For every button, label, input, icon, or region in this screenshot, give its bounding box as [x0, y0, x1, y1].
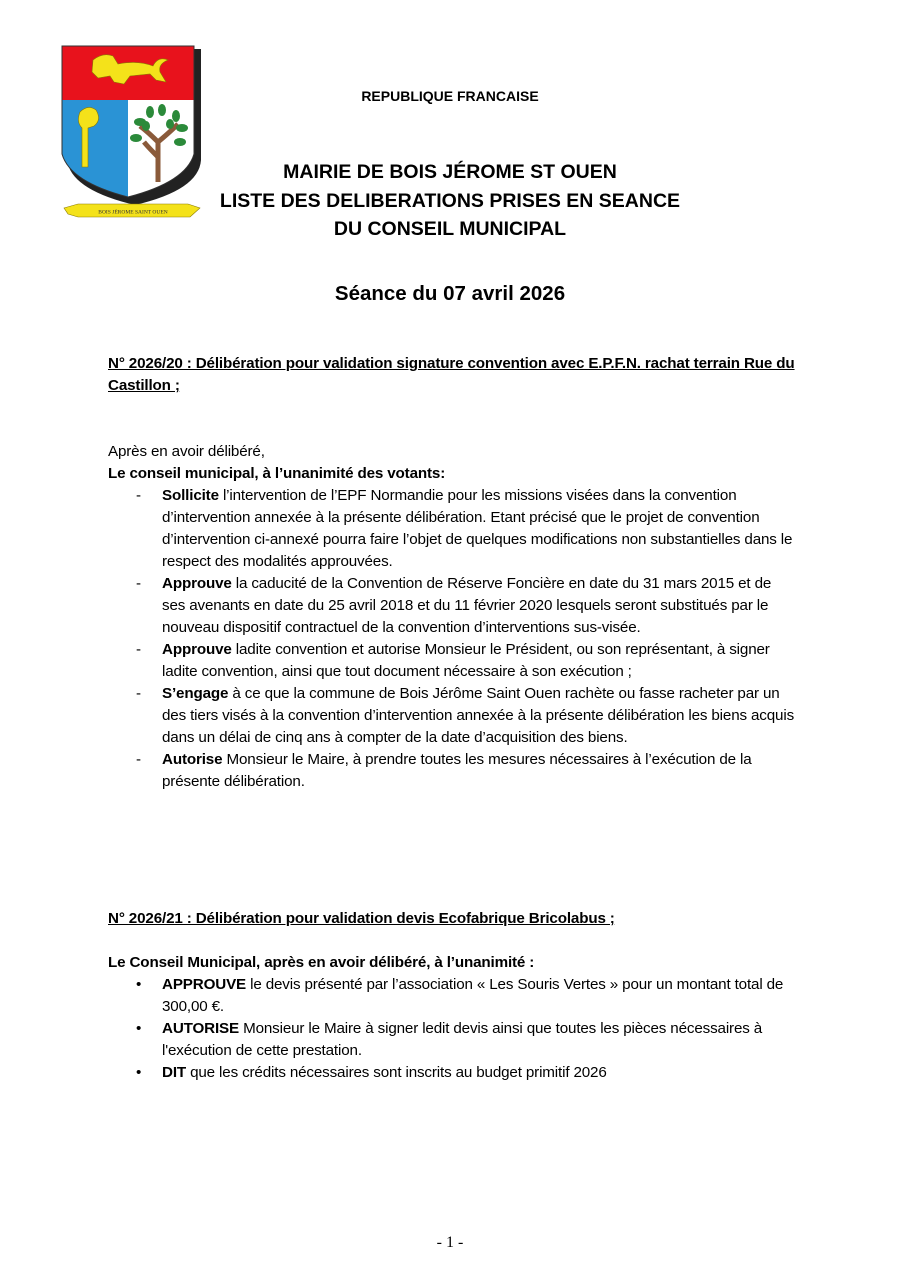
list-item: • DIT que les crédits nécessaires sont inscrits au budget primitif 2026	[136, 1064, 607, 1081]
document-title	[0, 158, 900, 244]
list-item: - Approuve ladite convention et autorise Monsieur le Président, ou son représentant, à signer ladite convention, ainsi que tout document nécessaire à son exécution ;	[136, 641, 770, 680]
decision-list	[108, 485, 798, 793]
deliberation-decision: Le Conseil Municipal, après en avoir délibéré, à l’unanimité :	[108, 954, 535, 971]
deliberation-2026-20	[108, 353, 798, 793]
logo-motto: BOIS JÉROME SAINT OUEN	[98, 209, 168, 216]
list-item: - Approuve la caducité de la Convention de Réserve Foncière en date du 31 mars 2015 et de ses avenants en date du 25 avril 2018 et du 11 février 2020 lesquels seront substitués par le nouveau dispositif contractuel de la convention d’interventions sus-visée.	[136, 575, 772, 636]
deliberation-decision: Le conseil municipal, à l’unanimité des votants:	[108, 465, 446, 482]
deliberation-heading: N° 2026/20 : Délibération pour validation signature convention avec E.P.F.N. rachat terrain Rue du Castillon ;	[108, 355, 795, 394]
session-date: Séance du 07 avril 2026	[334, 282, 566, 305]
deliberation-intro: Après en avoir délibéré,	[108, 443, 265, 460]
title-line: LISTE DES DELIBERATIONS PRISES EN SEANCE	[219, 189, 681, 212]
title-line: DU CONSEIL MUNICIPAL	[333, 218, 567, 240]
page-number: - 1 -	[436, 1234, 464, 1251]
title-line: MAIRIE DE BOIS JÉROME ST OUEN	[283, 161, 617, 183]
deliberation-2026-21	[108, 908, 798, 1084]
deliberation-heading: N° 2026/21 : Délibération pour validation devis Ecofabrique Bricolabus ;	[108, 910, 615, 927]
decision-list	[108, 974, 798, 1084]
list-item: - Autorise Monsieur le Maire, à prendre toutes les mesures nécessaires à l’exécution de la présente délibération.	[136, 751, 752, 790]
republic-label: REPUBLIQUE FRANCAISE	[361, 88, 539, 104]
list-item: • AUTORISE Monsieur le Maire à signer ledit devis ainsi que toutes les pièces nécessaires à l'exécution de cette prestation.	[136, 1020, 763, 1059]
list-item: • APPROUVE le devis présenté par l’association « Les Souris Vertes » pour un montant total de 300,00 €.	[136, 976, 784, 1015]
list-item: - S’engage à ce que la commune de Bois Jérôme Saint Ouen rachète ou fasse racheter par un des tiers visés à la convention d’intervention annexée à la présente délibération les biens acquis dans un délai de cinq ans à compter de la date d’acquisition des biens.	[136, 685, 795, 746]
list-item: - Sollicite l’intervention de l’EPF Normandie pour les missions visées dans la convention d’intervention annexée à la présente délibération. Etant précisé que le projet de convention d’intervention ci-annexé pourra faire l’objet de quelques modifications non substantielles dans le respect des modalités approuvées.	[136, 487, 793, 570]
